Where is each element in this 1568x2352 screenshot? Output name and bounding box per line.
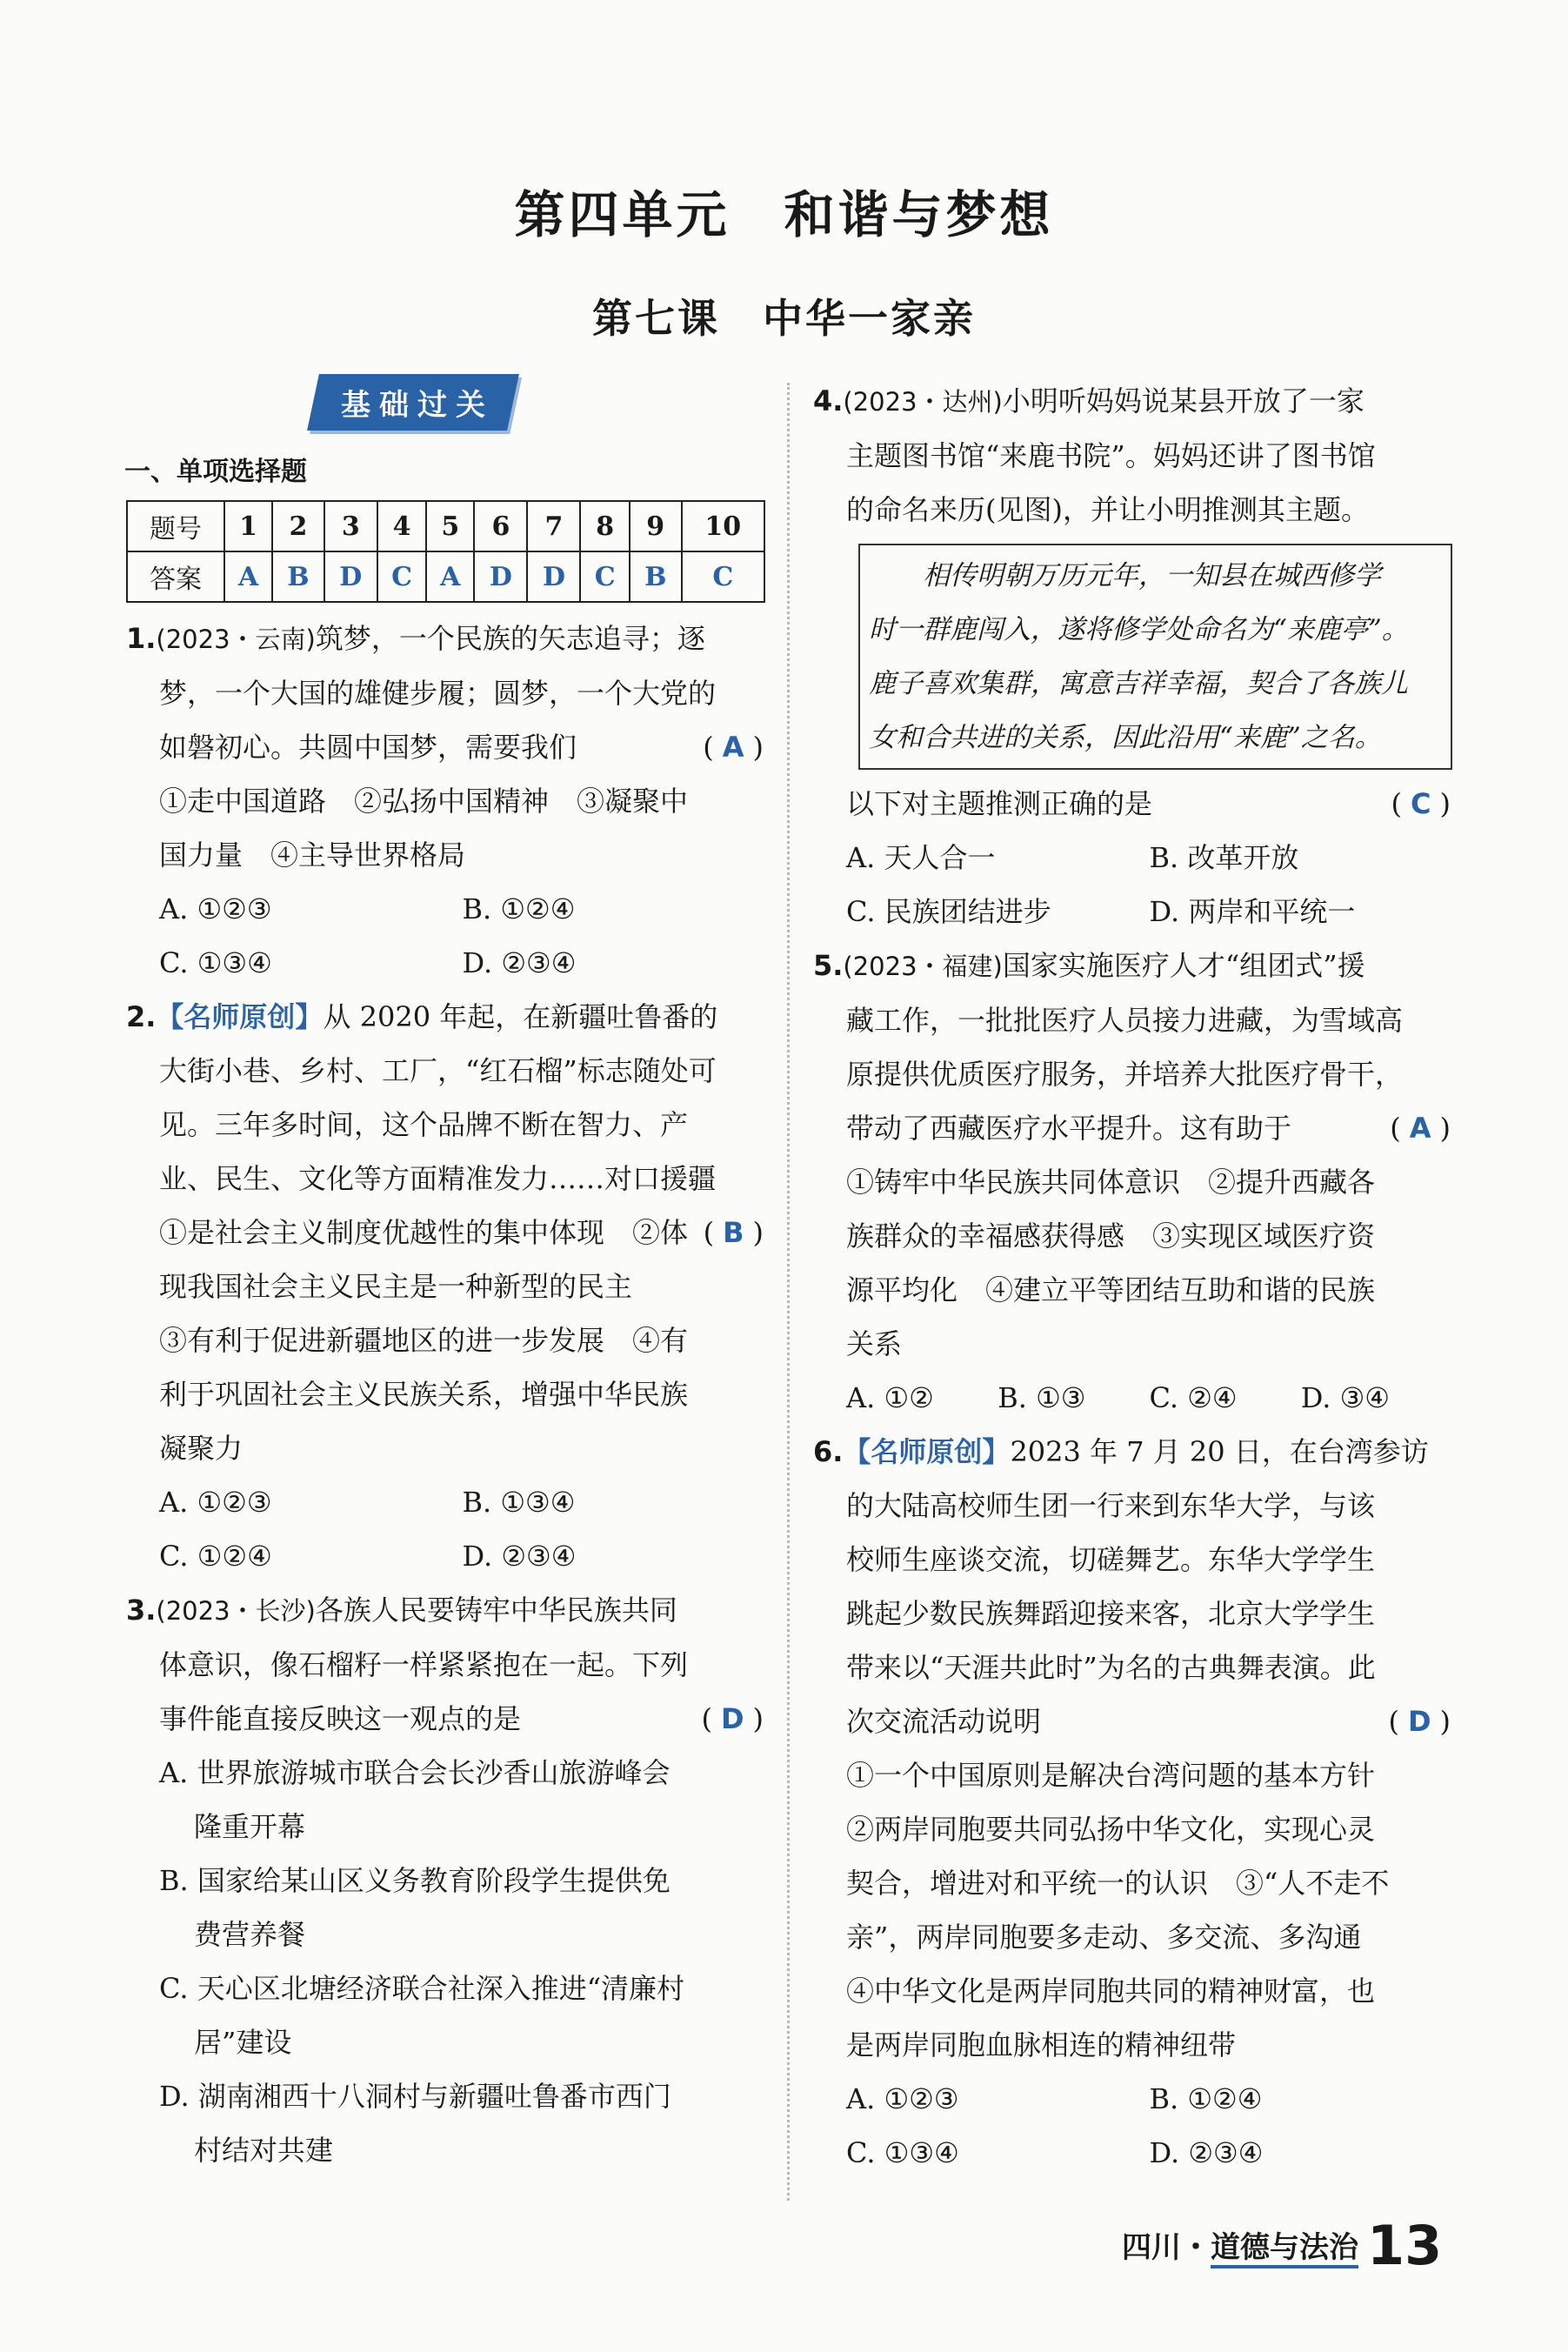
table-cell: B bbox=[272, 551, 324, 602]
question-text: 各族人民要铸牢中华民族共同 bbox=[315, 1594, 677, 1627]
question-3 bbox=[126, 1583, 765, 2177]
statement-text: 国力量 ④主导世界格局 bbox=[159, 839, 466, 872]
question-text: 2023 年 7 月 20 日，在台湾参访 bbox=[1010, 1435, 1429, 1468]
table-cell: C bbox=[580, 551, 629, 602]
statement-text: 现我国社会主义民主是一种新型的民主 bbox=[159, 1270, 633, 1303]
option-d: D. ③④ bbox=[1300, 1381, 1390, 1414]
question-text: 筑梦，一个民族的矢志追寻；逐 bbox=[315, 622, 705, 655]
question-text: 见。三年多时间，这个品牌不断在智力、产 bbox=[159, 1108, 689, 1141]
question-text: 体意识，像石榴籽一样紧紧抱在一起。下列 bbox=[159, 1648, 689, 1681]
question-text: 的命名来历(见图)，并让小明推测其主题。 bbox=[846, 493, 1369, 526]
statement-text: ②两岸同胞要共同弘扬中华文化，实现心灵 bbox=[846, 1813, 1376, 1846]
section-badge: 基础过关 bbox=[307, 374, 519, 431]
option-a: A. 世界旅游城市联合会长沙香山旅游峰会 bbox=[159, 1756, 671, 1789]
option-b: B. ①③ bbox=[998, 1381, 1086, 1414]
question-text: 以下对主题推测正确的是 bbox=[846, 787, 1153, 820]
question-4 bbox=[813, 374, 1452, 939]
question-text: 事件能直接反映这一观点的是 bbox=[159, 1702, 522, 1735]
answer-mark: ( D ) bbox=[1388, 1705, 1452, 1738]
question-6 bbox=[813, 1425, 1452, 2180]
original-tag: 【名师原创】 bbox=[843, 1435, 1011, 1468]
table-cell: 2 bbox=[272, 501, 324, 551]
question-source: (2023・福建) bbox=[843, 952, 1003, 981]
statement-text: ①铸牢中华民族共同体意识 ②提升西藏各 bbox=[846, 1166, 1376, 1199]
table-cell: A bbox=[426, 551, 474, 602]
table-cell: C bbox=[377, 551, 426, 602]
question-number: 6. bbox=[813, 1435, 844, 1468]
answer-mark: ( A ) bbox=[1390, 1112, 1452, 1145]
question-text: 国家实施医疗人才“组团式”援 bbox=[1002, 949, 1365, 982]
statement-text: ③有利于促进新疆地区的进一步发展 ④有 bbox=[159, 1324, 689, 1357]
option-b: B. ①③④ bbox=[462, 1486, 576, 1519]
answer-mark: ( B ) bbox=[703, 1216, 765, 1249]
section-heading: 一、单项选择题 bbox=[124, 457, 307, 487]
table-cell: A bbox=[224, 551, 272, 602]
statement-text: ①走中国道路 ②弘扬中国精神 ③凝聚中 bbox=[159, 785, 689, 818]
table-cell: 8 bbox=[580, 501, 629, 551]
question-number: 3. bbox=[126, 1594, 157, 1627]
option-d: D. ②③④ bbox=[1149, 2136, 1264, 2169]
question-text: 的大陆高校师生团一行来到东华大学，与该 bbox=[846, 1489, 1376, 1522]
table-cell: 4 bbox=[377, 501, 426, 551]
table-cell: 5 bbox=[426, 501, 474, 551]
question-number: 1. bbox=[126, 622, 157, 655]
footer-dot: ・ bbox=[1181, 2230, 1211, 2265]
option-c-cont: 居”建设 bbox=[194, 2026, 292, 2059]
question-text: 带动了西藏医疗水平提升。这有助于 bbox=[846, 1112, 1292, 1145]
left-column bbox=[126, 374, 765, 2177]
option-a: A. ①②③ bbox=[846, 2082, 959, 2115]
quote-text: 时一群鹿闯入，遂将修学处命名为“来鹿亭”。 bbox=[869, 614, 1409, 645]
option-d-cont: 村结对共建 bbox=[194, 2134, 334, 2167]
question-text: 如磐初心。共圆中国梦，需要我们 bbox=[159, 731, 577, 764]
answer-mark: ( D ) bbox=[701, 1702, 765, 1735]
answer-table-numbers-row bbox=[127, 501, 764, 551]
option-a: A. ①②③ bbox=[159, 892, 272, 925]
option-b-cont: 费营养餐 bbox=[194, 1918, 306, 1951]
question-text: 校师生座谈交流，切磋舞艺。东华大学学生 bbox=[846, 1543, 1376, 1576]
statement-text: 族群众的幸福感获得感 ③实现区域医疗资 bbox=[846, 1219, 1376, 1253]
table-cell: B bbox=[630, 551, 682, 602]
option-b: B. 国家给某山区义务教育阶段学生提供免 bbox=[159, 1864, 671, 1897]
question-text: 藏工作，一批批医疗人员接力进藏，为雪域高 bbox=[846, 1004, 1404, 1037]
option-a-cont: 隆重开幕 bbox=[194, 1810, 306, 1843]
option-b: B. ①②④ bbox=[462, 892, 576, 925]
table-cell: 1 bbox=[224, 501, 272, 551]
option-d: D. 两岸和平统一 bbox=[1149, 895, 1356, 928]
question-source: (2023・云南) bbox=[156, 625, 316, 654]
statement-text: 是两岸同胞血脉相连的精神纽带 bbox=[846, 2028, 1237, 2061]
quote-text: 女和合共进的关系，因此沿用“来鹿”之名。 bbox=[869, 722, 1382, 753]
table-cell: 6 bbox=[474, 501, 527, 551]
table-cell: 7 bbox=[527, 501, 580, 551]
footer-region: 四川 bbox=[1122, 2230, 1181, 2265]
table-cell: 9 bbox=[630, 501, 682, 551]
question-2 bbox=[126, 990, 765, 1583]
option-d: D. 湖南湘西十八洞村与新疆吐鲁番市西门 bbox=[159, 2080, 671, 2113]
statement-text: 源平均化 ④建立平等团结互助和谐的民族 bbox=[846, 1273, 1376, 1306]
answer-mark: ( C ) bbox=[1391, 787, 1452, 820]
table-cell: D bbox=[324, 551, 377, 602]
statement-text: 亲”，两岸同胞要多走动、多交流、多沟通 bbox=[846, 1921, 1362, 1954]
option-a: A. 天人合一 bbox=[846, 841, 996, 874]
quote-text: 相传明朝万历元年，一知县在城西修学 bbox=[923, 560, 1381, 591]
lesson-title: 第七课 中华一家亲 bbox=[592, 295, 976, 342]
answer-mark: ( A ) bbox=[703, 731, 765, 764]
table-cell: 10 bbox=[682, 501, 764, 551]
option-c: C. ①②④ bbox=[159, 1540, 272, 1573]
right-column bbox=[813, 374, 1452, 2180]
question-1 bbox=[126, 611, 765, 990]
option-a: A. ①②③ bbox=[159, 1486, 272, 1519]
question-text: 梦，一个大国的雄健步履；圆梦，一个大党的 bbox=[159, 677, 717, 710]
column-divider bbox=[787, 383, 790, 2201]
option-c: C. 民族团结进步 bbox=[846, 895, 1051, 928]
option-c: C. ②④ bbox=[1149, 1381, 1238, 1414]
statement-text: 凝聚力 bbox=[159, 1432, 244, 1465]
option-c: C. ①③④ bbox=[159, 946, 272, 979]
unit-title: 第四单元 和谐与梦想 bbox=[514, 185, 1054, 244]
table-cell: 3 bbox=[324, 501, 377, 551]
statement-text: ①是社会主义制度优越性的集中体现 ②体 bbox=[159, 1216, 689, 1249]
option-d: D. ②③④ bbox=[462, 946, 577, 979]
table-header-number: 题号 bbox=[127, 501, 224, 551]
quote-text: 鹿子喜欢集群，寓意吉祥幸福，契合了各族儿 bbox=[869, 668, 1408, 699]
option-b: B. ①②④ bbox=[1149, 2082, 1263, 2115]
table-header-answer: 答案 bbox=[127, 551, 224, 602]
statement-text: 利于巩固社会主义民族关系，增强中华民族 bbox=[159, 1378, 689, 1411]
option-b: B. 改革开放 bbox=[1149, 841, 1299, 874]
question-number: 5. bbox=[813, 949, 844, 982]
question-5 bbox=[813, 939, 1452, 1425]
table-cell: D bbox=[474, 551, 527, 602]
page-number: 13 bbox=[1367, 2214, 1443, 2277]
question-source: (2023・达州) bbox=[843, 387, 1003, 417]
option-a: A. ①② bbox=[846, 1381, 934, 1414]
question-number: 2. bbox=[126, 1000, 157, 1033]
question-text: 带来以“天涯共此时”为名的古典舞表演。此 bbox=[846, 1651, 1376, 1684]
question-text: 从 2020 年起，在新疆吐鲁番的 bbox=[323, 1000, 718, 1033]
table-cell: D bbox=[527, 551, 580, 602]
original-tag: 【名师原创】 bbox=[156, 1000, 324, 1033]
table-cell: C bbox=[682, 551, 764, 602]
question-text: 次交流活动说明 bbox=[846, 1705, 1042, 1738]
question-text: 原提供优质医疗服务，并培养大批医疗骨干， bbox=[846, 1058, 1404, 1091]
question-text: 大街小巷、乡村、工厂，“红石榴”标志随处可 bbox=[159, 1054, 717, 1087]
question-text: 跳起少数民族舞蹈迎接来客，北京大学学生 bbox=[846, 1597, 1376, 1630]
quote-box bbox=[858, 544, 1452, 770]
option-d: D. ②③④ bbox=[462, 1540, 577, 1573]
option-c: C. ①③④ bbox=[846, 2136, 959, 2169]
statement-text: ①一个中国原则是解决台湾问题的基本方针 bbox=[846, 1759, 1376, 1792]
question-number: 4. bbox=[813, 384, 844, 418]
question-source: (2023・长沙) bbox=[156, 1596, 316, 1626]
question-text: 小明听妈妈说某县开放了一家 bbox=[1002, 384, 1364, 418]
question-text: 业、民生、文化等方面精准发力……对口援疆 bbox=[159, 1162, 717, 1195]
statement-text: 关系 bbox=[846, 1327, 903, 1360]
footer-subject: 道德与法治 bbox=[1211, 2230, 1358, 2268]
answer-table-answers-row bbox=[127, 551, 764, 602]
question-text: 主题图书馆“来鹿书院”。妈妈还讲了图书馆 bbox=[846, 439, 1376, 472]
option-c: C. 天心区北塘经济联合社深入推进“清廉村 bbox=[159, 1972, 685, 2005]
statement-text: 契合，增进对和平统一的认识 ③“人不走不 bbox=[846, 1867, 1390, 1900]
answer-table bbox=[126, 500, 765, 603]
statement-text: ④中华文化是两岸同胞共同的精神财富，也 bbox=[846, 1974, 1376, 2008]
page-footer bbox=[1122, 2214, 1442, 2277]
